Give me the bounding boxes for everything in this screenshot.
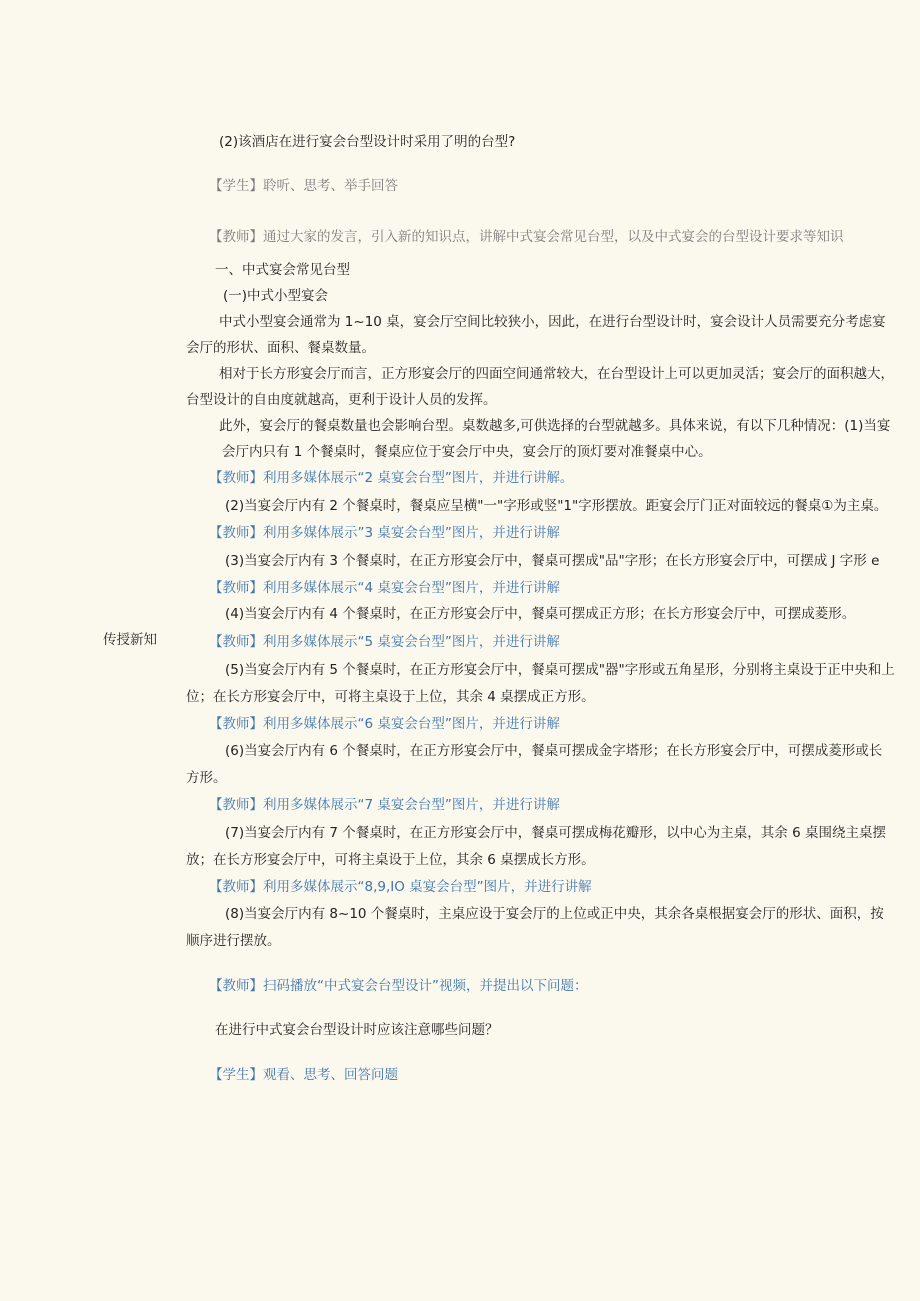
paragraph-line: 会厅内只有 1 个餐桌时，餐桌应位于宴会厅中央，宴会厅的顶灯要对准餐桌中心。 (222, 444, 712, 460)
paragraph-line: 此外，宴会厅的餐桌数量也会影响台型。桌数越多,可供选择的台型就越多。具体来说，有以下几种情况：(1)当宴 (219, 418, 891, 434)
paragraph-line: (2)当宴会厅内有 2 个餐桌时，餐桌应呈横"一"字形或竖"1"字形摆放。距宴会厅门正对面较远的餐桌①为主桌。 (225, 498, 888, 514)
teacher-activity: 【教师】扫码播放“中式宴会台型设计”视频，并提出以下问题： (209, 978, 588, 994)
paragraph-line: 顺序进行摆放。 (186, 933, 281, 949)
paragraph-line: 中式小型宴会通常为 1~10 桌，宴会厅空间比较狭小，因此，在进行台型设计时，宴会设计人员需要充分考虑宴 (219, 314, 886, 330)
paragraph-line: (5)当宴会厅内有 5 个餐桌时，在正方形宴会厅中，餐桌可摆成"器"字形或五角星形，分别将主桌设于正中央和上 (225, 662, 895, 678)
paragraph-line: 位；在长方形宴会厅中，可将主桌设于上位，其余 4 桌摆成正方形。 (186, 689, 595, 705)
teacher-activity: 【教师】利用多媒体展示“8,9,IO 桌宴会台型”图片，并进行讲解 (209, 879, 592, 895)
student-activity: 【学生】观看、思考、回答问题 (209, 1067, 398, 1083)
paragraph-line: (4)当宴会厅内有 4 个餐桌时，在正方形宴会厅中，餐桌可摆成正方形；在长方形宴会厅中，可摆成菱形。 (225, 606, 856, 622)
paragraph-line: 方形。 (186, 770, 227, 786)
paragraph-line: 台型设计的自由度就越高，更利于设计人员的发挥。 (186, 392, 497, 408)
paragraph-line: (6)当宴会厅内有 6 个餐桌时，在正方形宴会厅中，餐桌可摆成金字塔形；在长方形宴会厅中，可摆成菱形或长 (225, 743, 883, 759)
teacher-activity: 【教师】利用多媒体展示“4 桌宴会台型”图片，并进行讲解 (209, 580, 560, 596)
teacher-activity: 【教师】利用多媒体展示“5 桌宴会台型”图片，并进行讲解 (209, 634, 560, 650)
teacher-activity: 【教师】利用多媒体展示“6 桌宴会台型”图片，并进行讲解 (209, 716, 560, 732)
teacher-activity: 【教师】利用多媒体展示“7 桌宴会台型”图片，并进行讲解 (209, 797, 560, 813)
paragraph-line: (3)当宴会厅内有 3 个餐桌时，在正方形宴会厅中，餐桌可摆成"品"字形；在长方形宴会厅中，可摆成 J 字形 e (225, 553, 880, 569)
paragraph-line: 相对于长方形宴会厅而言，正方形宴会厅的四面空间通常较大，在台型设计上可以更加灵活；宴会厅的面积越大， (219, 366, 894, 382)
paragraph-line: (7)当宴会厅内有 7 个餐桌时，在正方形宴会厅中，餐桌可摆成梅花瓣形，以中心为主桌，其余 6 桌围绕主桌摆 (225, 825, 886, 841)
teacher-activity: 【教师】通过大家的发言，引入新的知识点，讲解中式宴会常见台型，以及中式宴会的台型设计要求等知识 (209, 229, 844, 245)
paragraph-line: (8)当宴会厅内有 8~10 个餐桌时，主桌应设于宴会厅的上位或正中央，其余各桌根据宴会厅的形状、面积，按 (225, 906, 884, 922)
section-label: 传授新知 (103, 632, 157, 648)
question-line: (2)该酒店在进行宴会台型设计时采用了明的台型? (219, 134, 516, 150)
student-activity: 【学生】聆听、思考、举手回答 (209, 178, 398, 194)
teacher-activity: 【教师】利用多媒体展示“2 桌宴会台型”图片，并进行讲解。 (209, 470, 574, 486)
section-heading: 一、中式宴会常见台型 (215, 262, 350, 278)
paragraph-line: 会厅的形状、面积、餐桌数量。 (186, 340, 375, 356)
question-line: 在进行中式宴会台型设计时应该注意哪些问题？ (215, 1022, 499, 1038)
paragraph-line: 放；在长方形宴会厅中，可将主桌设于上位，其余 6 桌摆成长方形。 (186, 852, 595, 868)
teacher-activity: 【教师】利用多媒体展示”3 桌宴会台型”图片，并进行讲解 (209, 525, 560, 541)
subsection-heading: (一)中式小型宴会 (223, 288, 329, 304)
